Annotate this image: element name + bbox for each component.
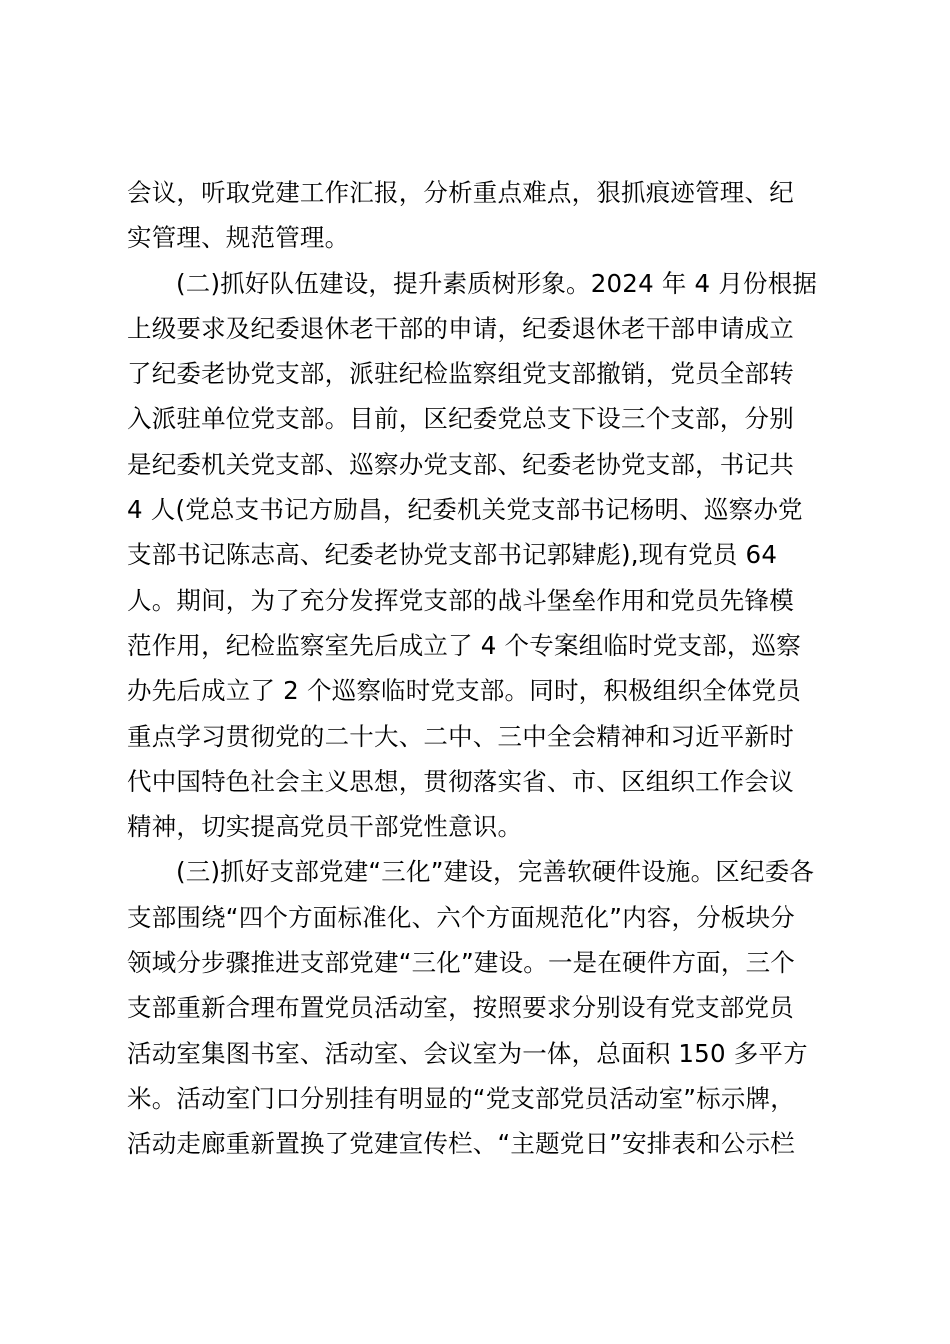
text-line: 是纪委机关党支部、巡察办党支部、纪委老协党支部，书记共	[127, 449, 794, 479]
text-line: 办先后成立了 2 个巡察临时党支部。同时，积极组织全体党员	[127, 676, 801, 706]
text-line: 活动室集图书室、活动室、会议室为一体，总面积 150 多平方	[127, 1038, 808, 1068]
text-line: 入派驻单位党支部。目前，区纪委党总支下设三个支部，分别	[127, 404, 794, 434]
paragraph-heading-line: (二)抓好队伍建设，提升素质树形象。2024 年 4 月份根据	[176, 268, 818, 298]
text-line: 会议，听取党建工作汇报，分析重点难点，狠抓痕迹管理、纪	[127, 178, 794, 207]
text-line: 实管理、规范管理。	[127, 223, 350, 253]
text-line: 人。期间，为了充分发挥党支部的战斗堡垒作用和党员先锋模	[127, 585, 794, 615]
text-line: 米。活动室门口分别挂有明显的“党支部党员活动室”标示牌，	[127, 1083, 795, 1113]
paragraph-heading-line: (三)抓好支部党建“三化”建设，完善软硬件设施。区纪委各	[176, 857, 815, 887]
text-line: 上级要求及纪委退休老干部的申请，纪委退休老干部申请成立	[127, 313, 794, 343]
text-line: 范作用，纪检监察室先后成立了 4 个专案组临时党支部，巡察	[127, 630, 801, 660]
text-line: 支部重新合理布置党员活动室，按照要求分别设有党支部党员	[127, 993, 794, 1023]
text-line: 4 人(党总支书记方励昌，纪委机关党支部书记杨明、巡察办党	[127, 495, 803, 525]
text-line: 精神，切实提高党员干部党性意识。	[127, 812, 523, 842]
document-body	[127, 170, 827, 1167]
text-line: 支部书记陈志高、纪委老协党支部书记郭肄彪),现有党员 64	[127, 540, 778, 570]
text-line: 支部围绕“四个方面标准化、六个方面规范化”内容，分板块分	[127, 902, 795, 932]
text-line: 了纪委老协党支部，派驻纪检监察组党支部撤销，党员全部转	[127, 359, 794, 389]
text-line: 重点学习贯彻党的二十大、二中、三中全会精神和习近平新时	[127, 721, 794, 751]
text-line: 活动走廊重新置换了党建宣传栏、“主题党日”安排表和公示栏	[127, 1129, 795, 1159]
text-line: 代中国特色社会主义思想，贯彻落实省、市、区组织工作会议	[127, 766, 794, 796]
text-line: 领域分步骤推进支部党建“三化”建设。一是在硬件方面，三个	[127, 948, 795, 978]
